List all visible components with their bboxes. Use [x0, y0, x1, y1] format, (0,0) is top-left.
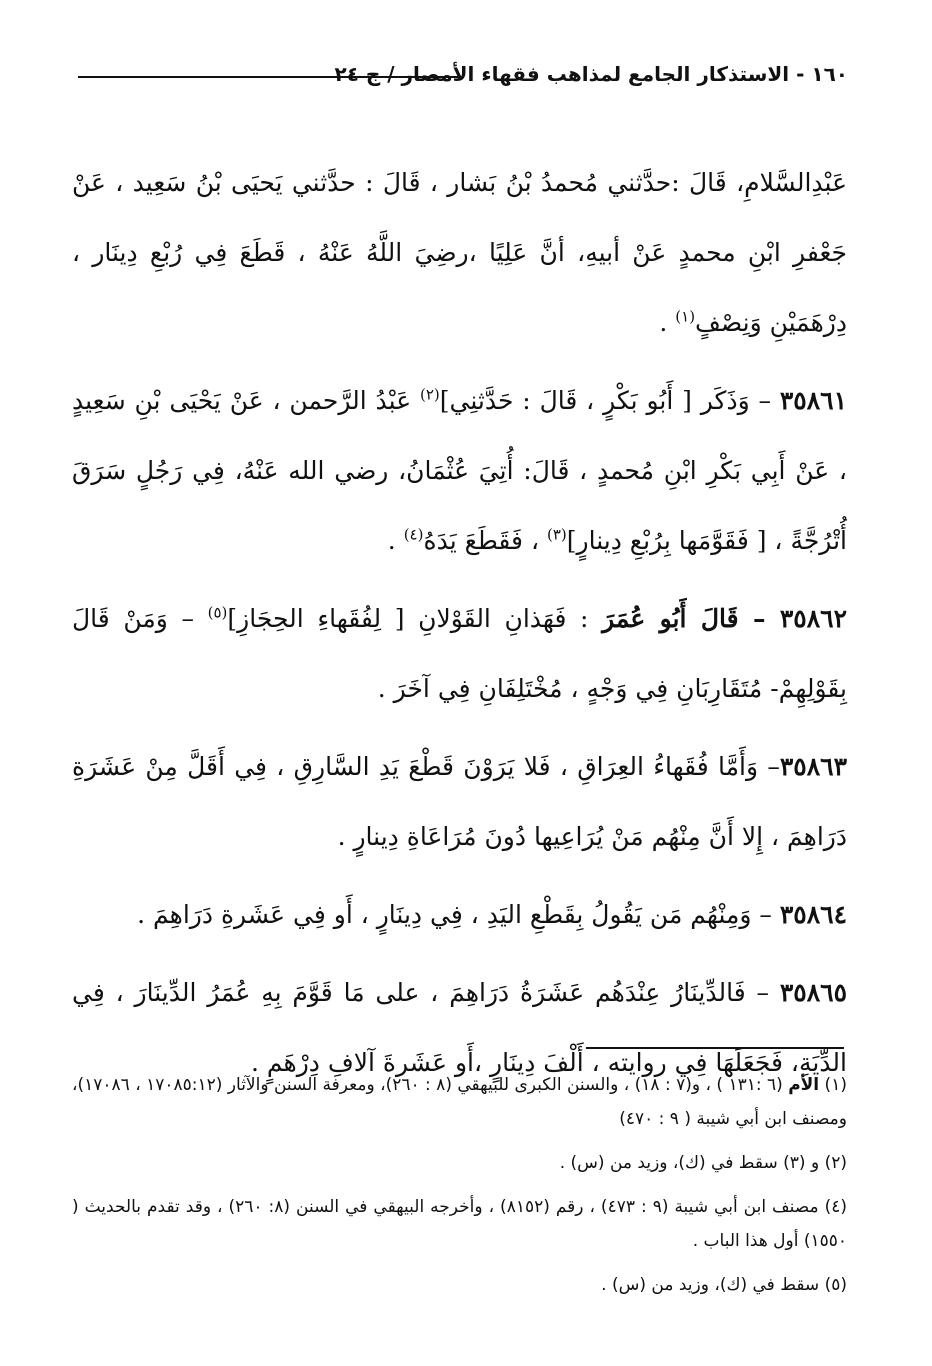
footnote-ref: (٢): [420, 385, 440, 404]
paragraph-35861: [72, 366, 847, 576]
paragraph-text: – فَالدِّينَارُ عِنْدَهُم عَشَرَةُ دَرَاهِمَ ، على مَا قَوَّمَ بِهِ عُمَرُ الدِّينَارَ ، فِي الدِّيَةِ، فَجَعَلَهَا فِي روايته ، أَلْفَ دِينَارٍ ،أَو عَشَرةَ آلافِ دِرْهَمٍ .: [72, 978, 847, 1077]
footnote-separator: [586, 1047, 844, 1049]
paragraph-number: ٣٥٨٦٤: [779, 900, 847, 929]
footnote-label: (١): [819, 1075, 847, 1095]
footnotes: [72, 1068, 847, 1312]
page-header: [78, 58, 848, 98]
running-header: ١٦٠ - الاستذكار الجامع لمذاهب فقهاء الأمصار / ج ٢٤: [326, 58, 848, 90]
paragraph-text: عَبْدِالسَّلامِ، قَالَ :حدَّثني مُحمدُ بْنُ بَشار ، قَالَ : حدَّثني يَحيَى بْنُ سَعِيد ، عَنْ جَعْفرِ ابْنِ محمدٍ عَنْ أبيهِ، أنَّ عَلِيًا ،رضِيَ اللَّهُ عَنْهُ ، قَطَعَ فِي رُبْعِ دِينَار ، دِرْهَمَيْنِ وَنِصْفٍ: [72, 168, 847, 337]
paragraph-number: ٣٥٨٦٥: [779, 978, 847, 1007]
footnote-text: (٢) و (٣) سقط في (ك)، وزيد من (س) .: [559, 1153, 847, 1173]
paragraph-text: : فَهَذانِ القَوْلانِ [ لِفُقَهاءِ الحِجَازِ]: [227, 604, 603, 633]
paragraph-continuation: [72, 148, 847, 358]
paragraph-text: – وَمِنْهُم مَن يَقُولُ بِقَطْعِ اليَدِ ، فِي دِينَارٍ ، أَو فِي عَشَرةِ دَرَاهِمَ .: [137, 900, 780, 929]
paragraph-35863: [72, 732, 847, 872]
main-text: [72, 148, 847, 1098]
footnote-2-3: [72, 1146, 847, 1180]
paragraph-35864: [72, 880, 847, 950]
paragraph-number: ٣٥٨٦٣: [779, 752, 847, 781]
footnote-5: [72, 1268, 847, 1302]
footnote-source: الأم: [788, 1075, 820, 1095]
paragraph-text: – وَأَمَّا فُقَهاءُ العِرَاقِ ، فَلا يَرَوْنَ قَطْعَ يَدِ السَّارِقِ ، فِي أَقَلَّ مِنْ عَشَرَةِ دَرَاهِمَ ، إِلا أَنَّ مِنْهُم مَنْ يُرَاعِيها دُونَ مُرَاعَاةِ دِينارٍ .: [72, 752, 847, 851]
footnote-ref: (١): [675, 307, 696, 326]
header-rule: [78, 76, 458, 78]
paragraph-lead: – قَالَ أَبُو عُمَرَ: [602, 604, 780, 633]
paragraph-number: ٣٥٨٦١: [779, 386, 847, 415]
paragraph-35862: [72, 584, 847, 724]
footnote-ref: (٣): [546, 525, 567, 544]
footnote-text: (٦ :١٣١ ) ، و(٧ : ١٨) ، والسنن الكبرى للبيهقي (٨ : ٢٦٠)، ومعرفة السنن والآثار (١٧٠٨٥:١٢ ، ١٧٠٨٦)، ومصنف ابن أبي شيبة ( ٩ : ٤٧٠): [72, 1075, 847, 1129]
paragraph-end: .: [659, 308, 676, 337]
paragraph-number: ٣٥٨٦٢: [779, 604, 847, 633]
paragraph-text: عَبْدُ الرَّحمن ، عَنْ يَحْيَى بْنِ سَعِيدٍ ، عَنْ أَبِي بَكْرِ ابْنِ مُحمدٍ ، قَالَ: أُتِيَ عُثْمَانُ، رضي الله عَنْهُ، فِي رَجُلٍ سَرَقَ أُتْرُجَّةً ، [ فَقَوَّمَها بِرُبْعِ دِينارٍ]: [72, 386, 847, 555]
paragraph-text: – وَذَكَر [ أَبُو بَكْرٍ ، قَالَ : حَدَّثنِي]: [439, 386, 780, 415]
paragraph-text: – وَمَنْ قَالَ بِقَوْلِهِمْ- مُتَقَارِبَانِ فِي وَجْهٍ ، مُخْتَلِفَانِ فِي آخَرَ .: [72, 604, 847, 703]
footnote-text: (٤) مصنف ابن أبي شيبة (٩ : ٤٧٣) ، رقم (٨١٥٢) ، وأخرجه البيهقي في السنن (٨: ٢٦٠) ، وقد تقدم بالحديث ( ١٥٥٠) أول هذا الباب .: [72, 1197, 847, 1251]
paragraph-text: ، فَقَطَعَ يَدَهُ: [423, 526, 547, 555]
paragraph-end: .: [387, 526, 404, 555]
footnote-ref: (٤): [403, 525, 424, 544]
footnote-ref: (٥): [207, 603, 228, 622]
footnote-1: [72, 1068, 847, 1136]
footnote-text: (٥) سقط في (ك)، وزيد من (س) .: [601, 1275, 847, 1295]
footnote-4: [72, 1190, 847, 1258]
